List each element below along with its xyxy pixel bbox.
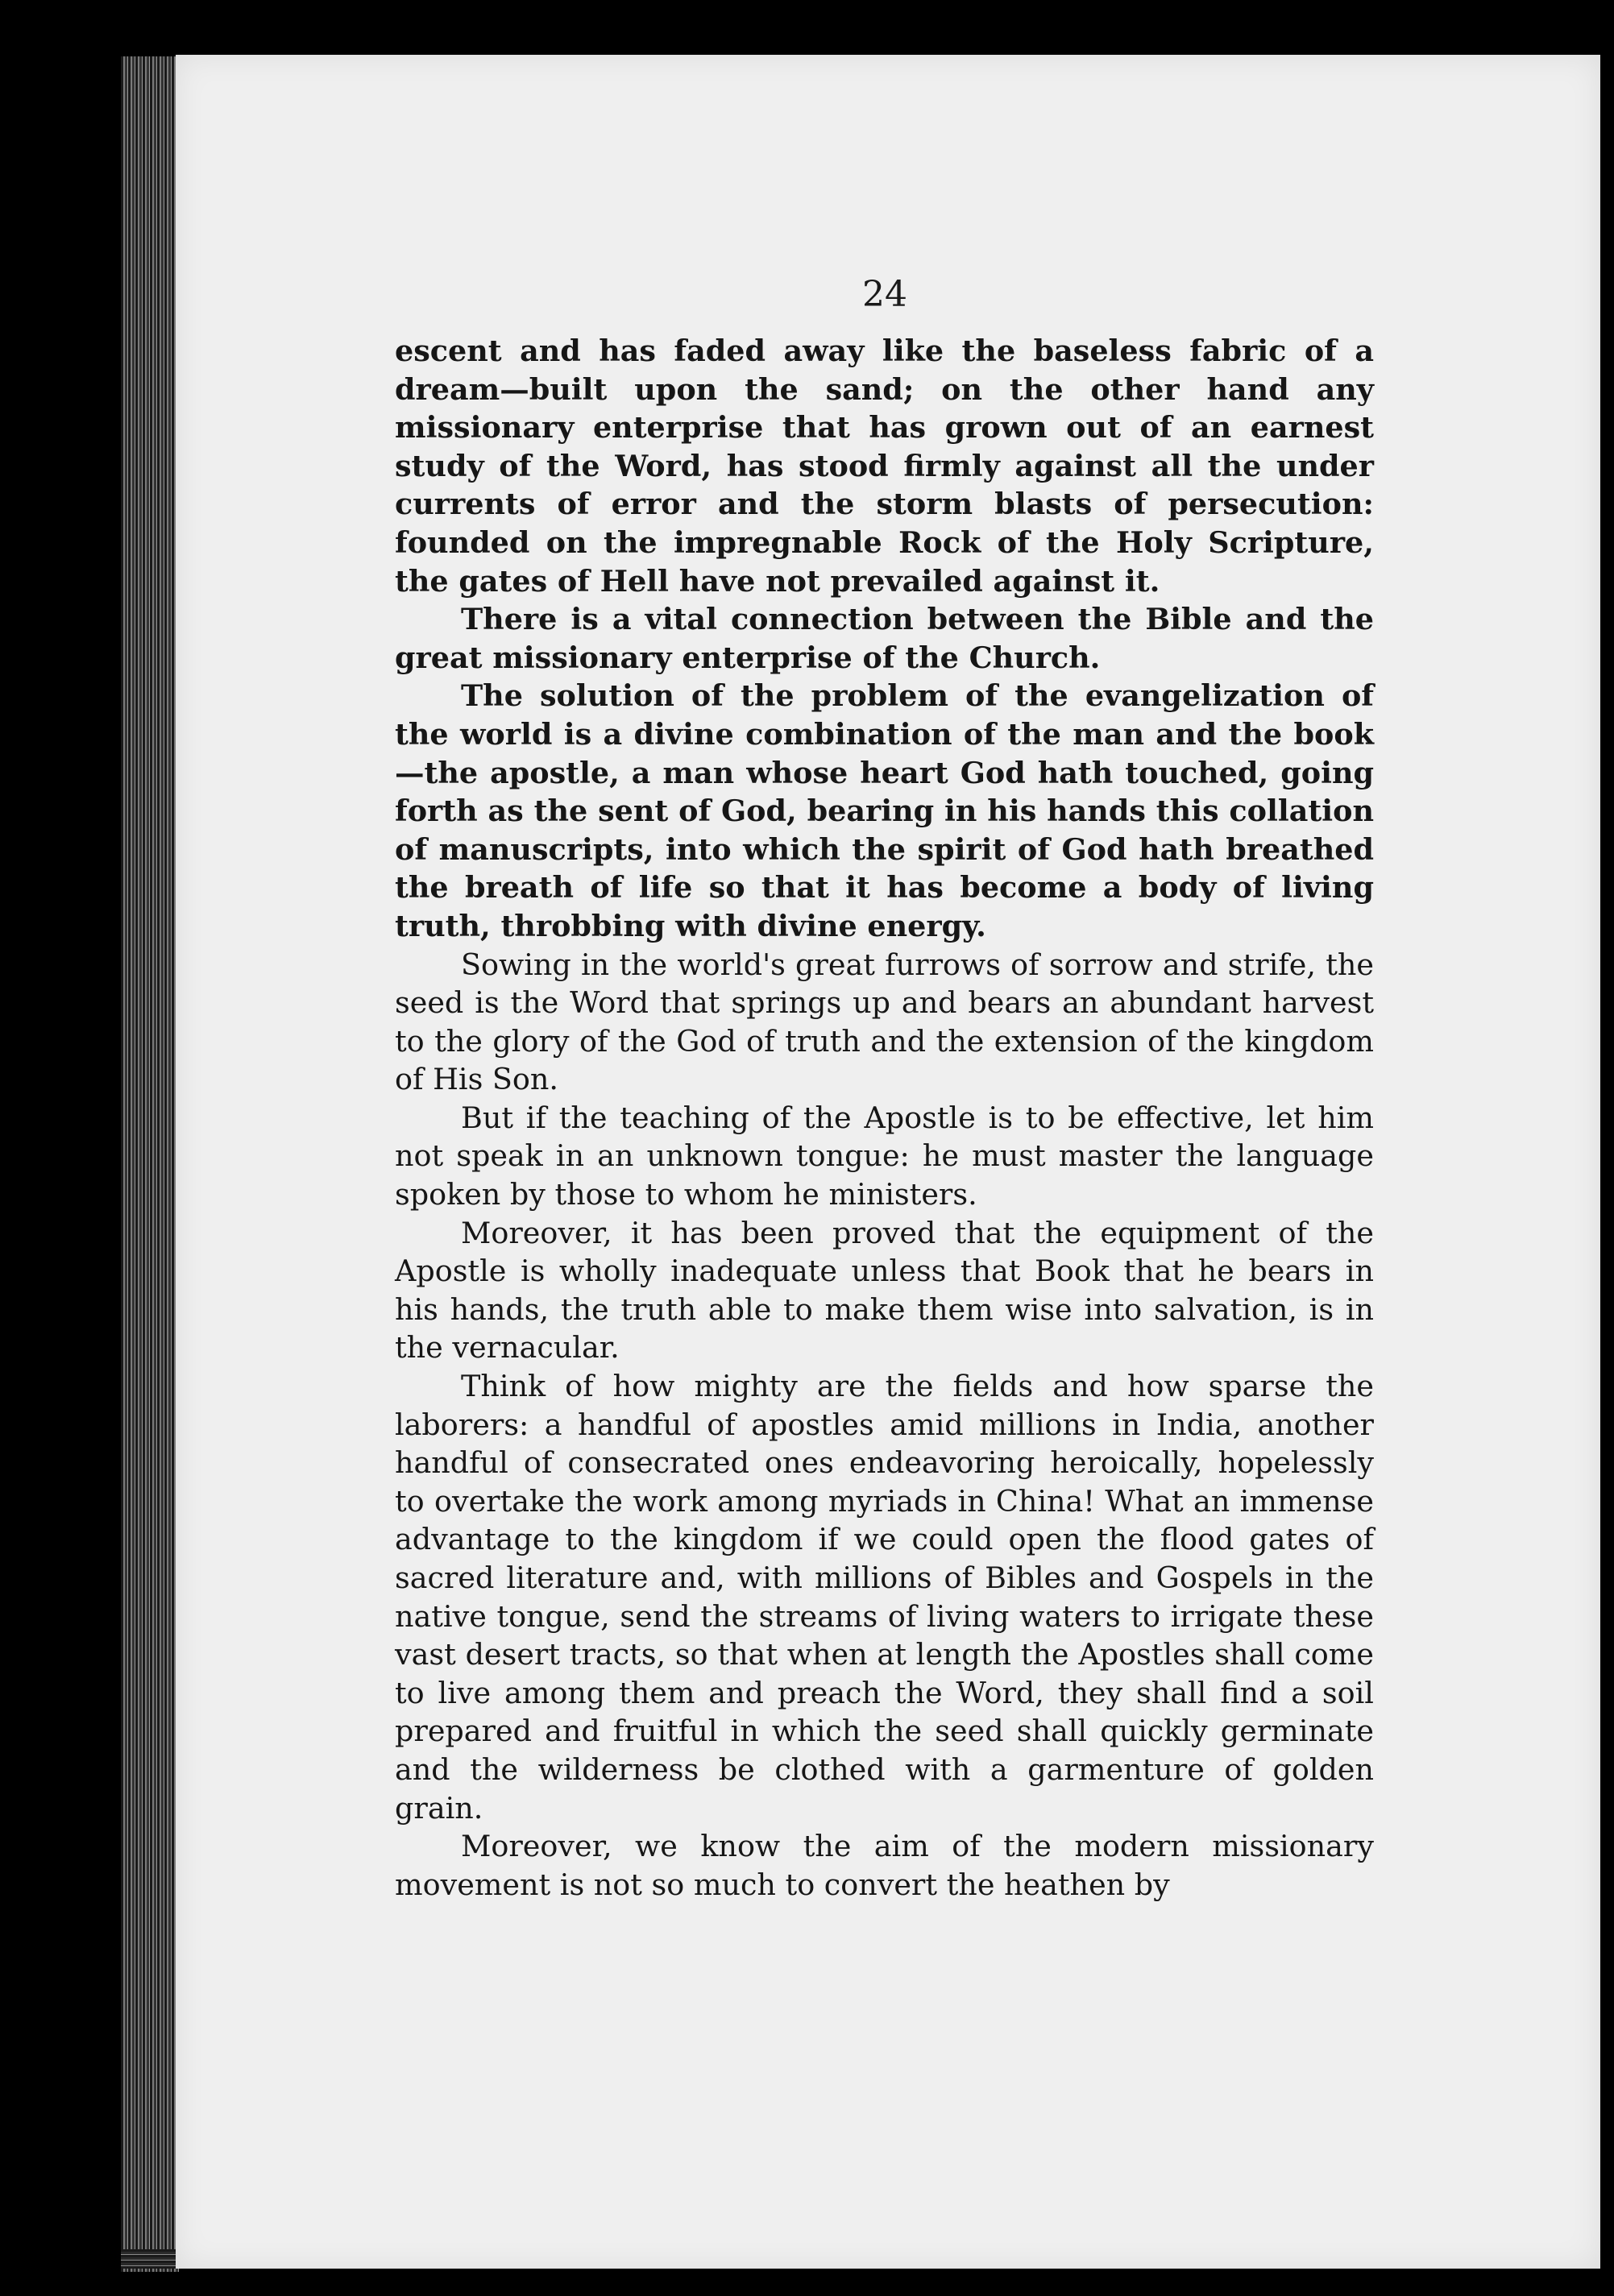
paragraph-3: The solution of the problem of the evangelization of the world is a divine combination of the man and the book—the apostle, a man whose heart God hath touched, going forth as the sent of God, bearing in his hands this collation of manuscripts, into which the spirit of God hath breathed the breath of life so that it has become a body of living truth, throbbing with divine energy.	[395, 678, 1374, 943]
paragraph-8: Moreover, we know the aim of the modern missionary movement is not so much to convert the heathen by	[395, 1829, 1374, 1902]
body-text	[395, 332, 1374, 1904]
paragraph-1: escent and has faded away like the baseless fabric of a dream—built upon the sand; on the other hand any missionary enterprise that has grown out of an earnest study of the Word, has stood firmly against all the under currents of error and the storm blasts of persecution: founded on the impregnable Rock of the Holy Scripture, the gates of Hell have not prevailed against it.	[395, 334, 1374, 599]
paragraph-4: Sowing in the world's great furrows of sorrow and strife, the seed is the Word that springs up and bears an abundant harvest to the glory of the God of truth and the extension of the kingdom of His Son.	[395, 947, 1374, 1097]
paragraph-6: Moreover, it has been proved that the equipment of the Apostle is wholly inadequate unless that Book that he bears in his hands, the truth able to make them wise into salvation, is in the vernacular.	[395, 1215, 1374, 1366]
page-number: 24	[862, 274, 907, 315]
paragraph-5: But if the teaching of the Apostle is to be effective, let him not speak in an unknown tongue: he must master the language spoken by those to whom he ministers.	[395, 1100, 1374, 1212]
paragraph-7: Think of how mighty are the fields and how sparse the laborers: a handful of apostles amid millions in India, another handful of consecrated ones endeavoring heroically, hopelessly to overtake the work among myriads in China! What an immense advantage to the kingdom if we could open the flood gates of sacred literature and, with millions of Bibles and Gospels in the native tongue, send the streams of living waters to irrigate these vast desert tracts, so that when at length the Apostles shall come to live among them and preach the Word, they shall find a soil prepared and fruitful in which the seed shall quickly germinate and the wilderness be clothed with a garmenture of golden grain.	[395, 1369, 1374, 1826]
book-page-edges	[121, 56, 179, 2272]
paragraph-2: There is a vital connection between the Bible and the great missionary enterprise of the Church.	[395, 602, 1374, 675]
